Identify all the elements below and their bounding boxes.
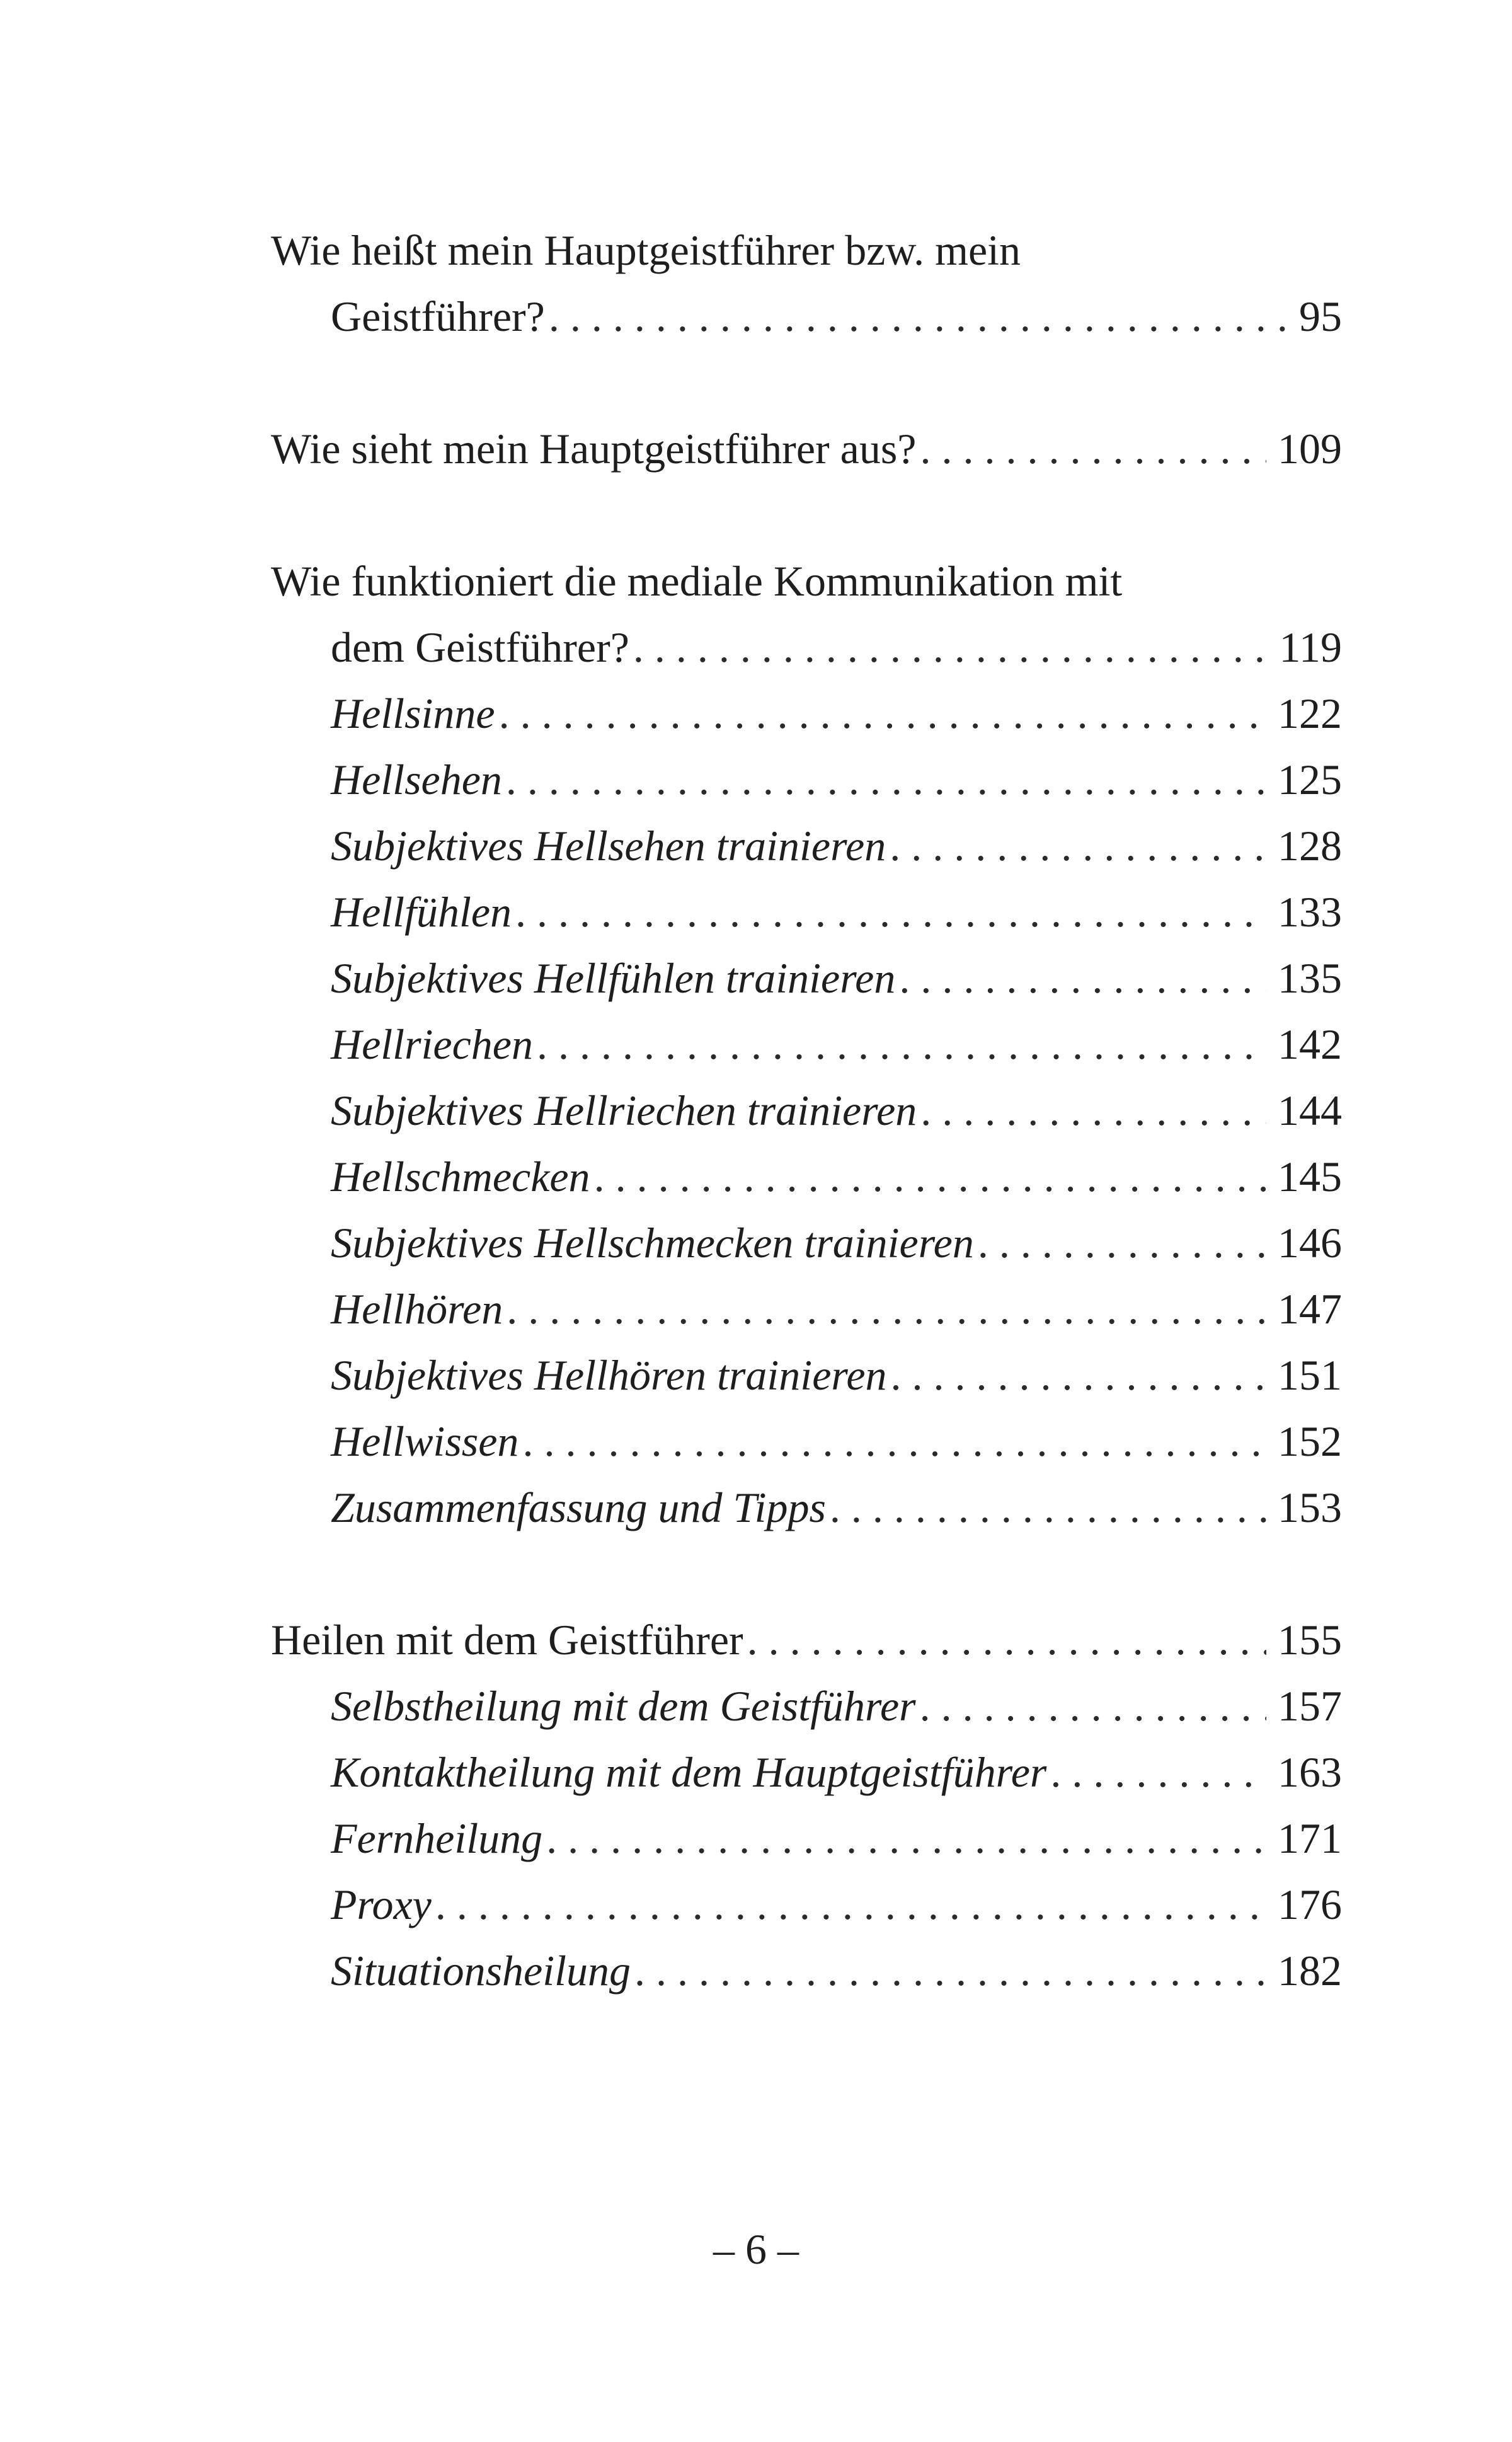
toc-entry-title: Wie funktioniert die mediale Kommunikation mit (271, 557, 1123, 605)
toc-entry-heading (271, 217, 1342, 284)
toc-entry-page: 95 (1299, 292, 1342, 340)
dot-leader (515, 879, 1266, 945)
toc-subentry-title: Hellhören (331, 1285, 503, 1333)
toc-subentry-page: 171 (1278, 1814, 1342, 1862)
toc-subentry-page: 142 (1278, 1020, 1342, 1068)
toc-subentry-title: Hellfühlen (331, 888, 512, 936)
toc-subentry-title: Hellsehen (331, 756, 502, 803)
toc-subentry-page: 122 (1278, 689, 1342, 737)
toc-entry-title: Heilen mit dem Geistführer (271, 1616, 743, 1664)
toc-subentry-page: 176 (1278, 1880, 1342, 1928)
toc-subentry-title: Subjektives Hellfühlen trainieren (331, 954, 896, 1002)
dot-leader (594, 1144, 1266, 1210)
toc-subentry (331, 1276, 1342, 1342)
dot-leader (506, 747, 1266, 813)
toc-subentry (331, 1872, 1342, 1938)
dot-leader (1050, 1739, 1266, 1806)
dot-leader (537, 1011, 1266, 1078)
toc-subentry-page: 163 (1278, 1748, 1342, 1796)
toc-subentry-page: 151 (1278, 1351, 1342, 1399)
toc-subentry-title: Subjektives Hellsehen trainieren (331, 822, 886, 870)
toc-entry-title: Wie heißt mein Hauptgeistführer bzw. mein (271, 226, 1021, 274)
toc-entry-page: 155 (1278, 1616, 1342, 1664)
toc-subentry (331, 681, 1342, 747)
toc-subentry-page: 146 (1278, 1219, 1342, 1267)
toc-subentry (331, 747, 1342, 813)
dot-leader (899, 945, 1266, 1011)
dot-leader (549, 284, 1288, 350)
dot-leader (920, 1078, 1266, 1144)
toc-subentry-page: 157 (1278, 1682, 1342, 1730)
dot-leader (920, 416, 1266, 482)
dot-leader (920, 1673, 1266, 1739)
dot-leader (978, 1210, 1266, 1276)
toc-subentry-title: Hellriechen (331, 1020, 533, 1068)
toc-subentry-page: 152 (1278, 1417, 1342, 1465)
dot-leader (507, 1276, 1266, 1342)
toc-entry-title: dem Geistführer? (331, 623, 629, 671)
toc-entry-heading-continued (331, 614, 1342, 681)
toc-subentry-title: Kontaktheilung mit dem Hauptgeistführer (331, 1748, 1047, 1796)
toc-subentry-title: Subjektives Hellriechen trainieren (331, 1086, 917, 1134)
dot-leader (435, 1872, 1266, 1938)
toc-subentry-title: Subjektives Hellschmecken trainieren (331, 1219, 974, 1267)
dot-leader (634, 1938, 1266, 2004)
toc-subentry-title: Hellschmecken (331, 1153, 590, 1201)
table-of-contents (271, 217, 1342, 2004)
toc-entry-heading (271, 416, 1342, 482)
toc-subentry (331, 1938, 1342, 2004)
toc-subentry (331, 1673, 1342, 1739)
dot-leader (499, 681, 1266, 747)
toc-subentry (331, 945, 1342, 1011)
toc-subentry (331, 1011, 1342, 1078)
dot-leader (546, 1806, 1266, 1872)
toc-entry-heading (271, 1607, 1342, 1673)
toc-subentry-title: Fernheilung (331, 1814, 543, 1862)
dot-leader (891, 1342, 1266, 1408)
toc-subentry (331, 1078, 1342, 1144)
toc-subentry-page: 147 (1278, 1285, 1342, 1333)
toc-subentry-title: Situationsheilung (331, 1947, 631, 1995)
toc-subentry-title: Hellsinne (331, 689, 495, 737)
toc-subentry (331, 1408, 1342, 1475)
toc-entry-heading-continued (331, 284, 1342, 350)
toc-subentry-page: 128 (1278, 822, 1342, 870)
toc-entry-title: Geistführer? (331, 292, 545, 340)
toc-subentry-page: 182 (1278, 1947, 1342, 1995)
toc-entry-title: Wie sieht mein Hauptgeistführer aus? (271, 425, 917, 473)
toc-subentry-page: 125 (1278, 756, 1342, 803)
toc-subentry-page: 133 (1278, 888, 1342, 936)
toc-subentry-title: Hellwissen (331, 1417, 519, 1465)
toc-subentry-title: Proxy (331, 1880, 432, 1928)
toc-subentry-page: 144 (1278, 1086, 1342, 1134)
dot-leader (522, 1408, 1266, 1475)
toc-subentry-title: Subjektives Hellhören trainieren (331, 1351, 887, 1399)
dot-leader (890, 813, 1266, 879)
section-gap (271, 1541, 1342, 1607)
toc-subentry-title: Zusammenfassung und Tipps (331, 1483, 826, 1531)
toc-subentry-page: 135 (1278, 954, 1342, 1002)
toc-subentry-page: 153 (1278, 1483, 1342, 1531)
dot-leader (830, 1475, 1266, 1541)
section-gap (271, 482, 1342, 548)
toc-subentry (331, 1806, 1342, 1872)
toc-entry-page: 119 (1279, 623, 1342, 671)
toc-subentry (331, 1144, 1342, 1210)
toc-subentry (331, 1739, 1342, 1806)
toc-subentry (331, 1342, 1342, 1408)
section-gap (271, 350, 1342, 416)
dot-leader (747, 1607, 1266, 1673)
toc-subentry (331, 1475, 1342, 1541)
toc-entry-page: 109 (1278, 425, 1342, 473)
toc-entry-heading (271, 548, 1342, 614)
toc-subentry (331, 813, 1342, 879)
toc-subentry-title: Selbstheilung mit dem Geistführer (331, 1682, 916, 1730)
toc-subentry (331, 1210, 1342, 1276)
toc-subentry-page: 145 (1278, 1153, 1342, 1201)
toc-subentry (331, 879, 1342, 945)
page-number: – 6 – (713, 2225, 799, 2273)
dot-leader (633, 614, 1268, 681)
